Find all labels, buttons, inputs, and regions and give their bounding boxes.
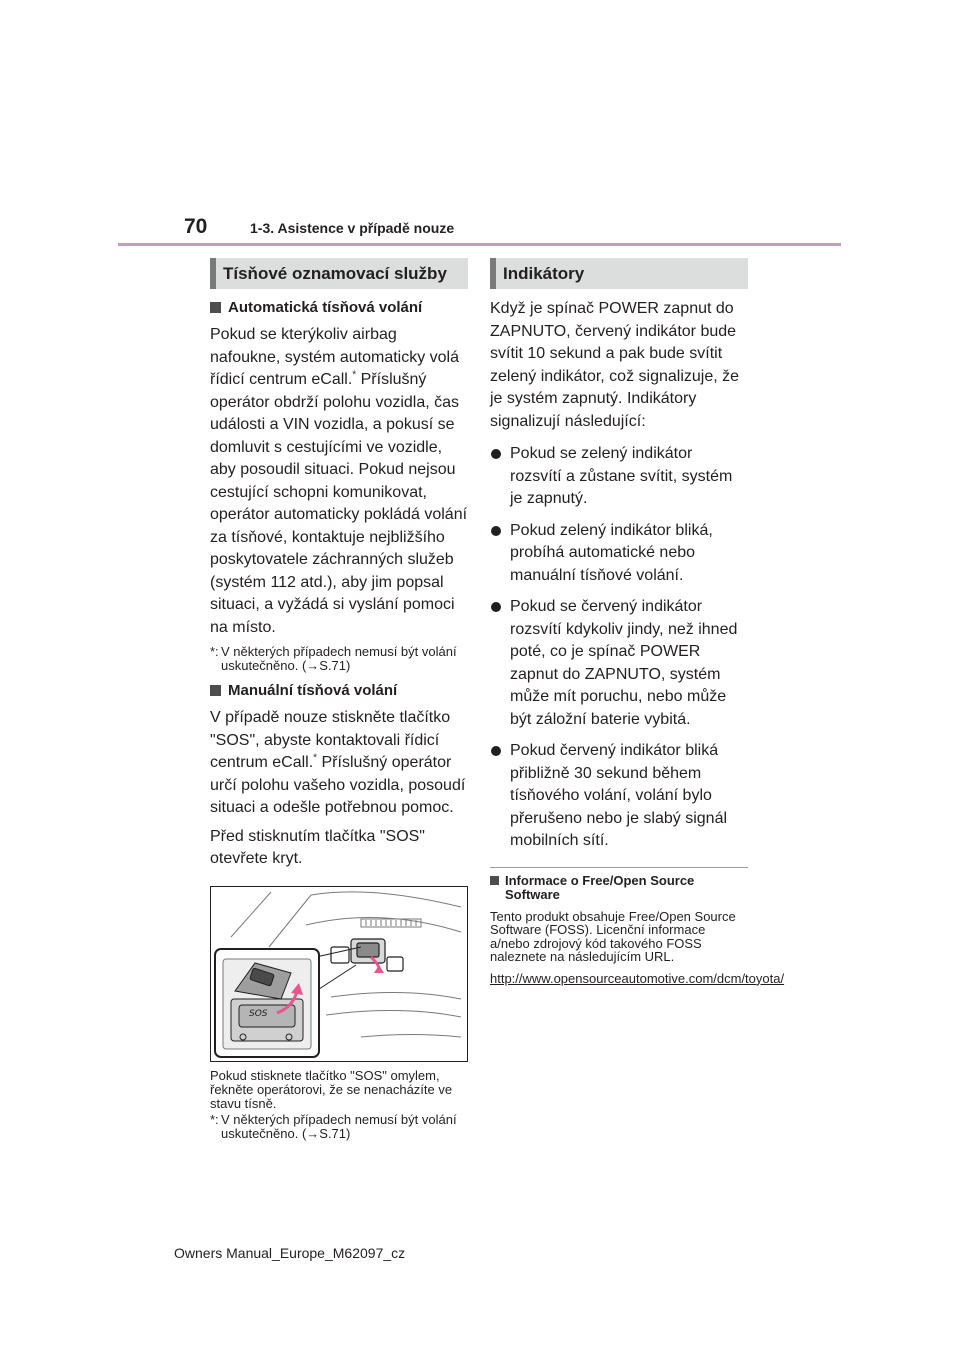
paragraph-part: Příslušný operátor určí polohu vašeho vozidla, posoudí situaci a odešle potřebnou pomoc. bbox=[210, 754, 466, 816]
footnote bbox=[210, 645, 468, 673]
foss-url-link[interactable]: http://www.opensourceautomotive.com/dcm/toyota/ bbox=[490, 970, 785, 986]
bullet-dot-icon bbox=[491, 602, 501, 612]
footnote-marker: * bbox=[352, 369, 357, 381]
list-item-text: Pokud zelený indikátor bliká, probíhá automatické nebo manuální tísňové volání. bbox=[510, 521, 713, 584]
info-paragraph: Tento produkt obsahuje Free/Open Source Software (FOSS). Licenční informace a/nebo zdrojový kód takového FOSS naleznete na následujícím URL. bbox=[490, 908, 736, 964]
paragraph-manual-calls bbox=[210, 707, 468, 820]
overhead-console-drawing bbox=[211, 887, 467, 1061]
sos-button-label: SOS bbox=[249, 1008, 268, 1019]
chapter-title: 1-3. Asistence v případě nouze bbox=[250, 220, 455, 236]
info-divider bbox=[490, 867, 748, 868]
subheading-text: Automatická tísňová volání bbox=[228, 299, 423, 316]
paragraph-part: Pokud se kterýkoliv airbag nafoukne, systém automaticky volá řídicí centrum eCall. bbox=[210, 326, 460, 388]
zoom-inset bbox=[215, 949, 319, 1057]
list-item-text: Pokud se červený indikátor rozsvítí kdykoliv jindy, než ihned poté, co je spínač POWER zapnut do ZAPNUTO, systém může mít poruchu, nebo může být záložní baterie vybitá. bbox=[510, 598, 738, 728]
section-title-indicators: Indikátory bbox=[490, 258, 748, 289]
square-bullet-icon bbox=[210, 685, 221, 696]
header-divider bbox=[118, 243, 841, 246]
indicator-states-list bbox=[490, 443, 748, 853]
list-item-text: Pokud se zelený indikátor rozsvítí a zůstane svítit, systém je zapnutý. bbox=[510, 445, 733, 507]
square-bullet-icon bbox=[490, 876, 499, 885]
list-item bbox=[490, 443, 748, 511]
bullet-dot-icon bbox=[491, 449, 501, 459]
left-column bbox=[210, 258, 468, 1149]
list-item-text: Pokud červený indikátor bliká přibližně 30 sekund během tísňového volání, volání bylo přerušeno nebo je slabý signál mobilních sítí. bbox=[510, 742, 728, 849]
subheading-automatic-calls bbox=[210, 298, 468, 318]
footer-document-id: Owners Manual_Europe_M62097_cz bbox=[174, 1245, 406, 1261]
footnote bbox=[210, 1113, 468, 1141]
footnote-text: V některých případech nemusí být volání uskutečněno. (→S.71) bbox=[221, 644, 457, 673]
right-column bbox=[490, 258, 785, 986]
illustration-caption: Pokud stisknete tlačítko "SOS" omylem, řekněte operátorovi, že se nenacházíte ve stavu tísně. bbox=[210, 1067, 453, 1111]
footnote-text: V některých případech nemusí být volání uskutečněno. (→S.71) bbox=[221, 1111, 457, 1141]
sos-button-illustration bbox=[210, 886, 468, 1062]
bullet-dot-icon bbox=[491, 746, 501, 756]
footnote-marker: * bbox=[313, 752, 318, 764]
paragraph-automatic-calls bbox=[210, 324, 468, 639]
paragraph-part: Příslušný operátor obdrží polohu vozidla, čas události a VIN vozidla, a pokusí se domluvit s cestujícími ve vozidle, aby posoudil situaci. Pokud nejsou cestující schopni komunikovat, operátor automaticky pokládá volání za tísňové, kontaktuje nejbližšího poskytovatele záchranných služeb (systém 112 atd.), aby jim popsal situaci, a vyžádá si vyslání pomoci na místo. bbox=[210, 371, 468, 636]
info-heading-text: Informace o Free/Open Source Software bbox=[505, 872, 695, 902]
paragraph-indicators-intro: Když je spínač POWER zapnut do ZAPNUTO, červený indikátor bude svítit 10 sekund a pak bude svítit zelený indikátor, což signalizuje, že je systém zapnutý. Indikátory signalizují následující: bbox=[490, 300, 740, 430]
list-item bbox=[490, 596, 748, 731]
bullet-dot-icon bbox=[491, 526, 501, 536]
list-item bbox=[490, 520, 748, 588]
list-item bbox=[490, 740, 748, 853]
footnote-mark: *: bbox=[210, 644, 219, 659]
subheading-text: Manuální tísňová volání bbox=[228, 682, 398, 699]
info-heading bbox=[490, 874, 748, 902]
footnote-mark: *: bbox=[210, 1111, 219, 1127]
page-number: 70 bbox=[184, 215, 208, 238]
section-title-emergency-services: Tísňové oznamovací služby bbox=[210, 258, 468, 289]
square-bullet-icon bbox=[210, 302, 221, 313]
paragraph-part: V případě nouze stiskněte tlačítko "SOS", abyste kontaktovali řídicí centrum eCall. bbox=[210, 709, 451, 771]
paragraph-open-cover: Před stisknutím tlačítka "SOS" otevřete kryt. bbox=[210, 827, 425, 867]
subheading-manual-calls bbox=[210, 681, 468, 701]
